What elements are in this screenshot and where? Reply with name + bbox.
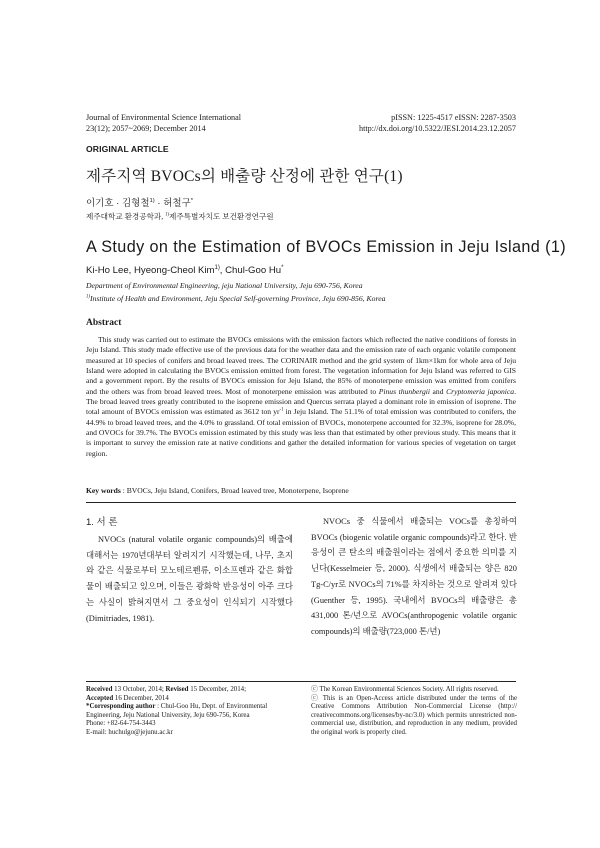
english-authors-part-1: Ki-Ho Lee, Hyeong-Cheol Kim [86,265,215,276]
footer-left [86,686,294,738]
korean-affiliation [86,211,274,222]
korean-author-sup-1: 1) [149,197,155,204]
license-text: ⓒ This is an Open-Access article distributed under the terms of the Creative Commons Attribution Non-Commercial License (http:// creativecommons.org/licenses/by-nc/3.0) which permits unrestricted non-commercial use, distribution, and reproduction in any medium, provided the original work is properly cited. [311,694,517,736]
english-authors-part-2: , Chul-Goo Hu [219,265,282,276]
korean-affiliation-sup: 1) [165,212,169,218]
accepted-date: 16 December, 2014 [113,694,169,702]
received-line [86,686,294,695]
footer-divider [86,681,516,682]
doi-link[interactable]: http://dx.doi.org/10.5322/JESI.2014.23.12.2057 [358,124,516,133]
corr-label: Corresponding author [89,703,156,711]
revised-label: Revised [165,686,189,693]
received-label: Received [86,686,113,693]
korean-affiliation-1: 제주대학교 환경공학과, [86,212,166,221]
corr-text: : Chul-Goo Hu, Dept. of Environmental Engineering, Jeju National University, Jeju 690-756, Korea [86,703,268,719]
english-affiliation-2: Institute of Health and Environment, Jeju Special Self-governing Province, Jeju 690-856, Korea [89,294,386,303]
footer-right [311,686,517,738]
abstract-species-1: Pinus thunbergii [378,386,430,396]
section-1-right-column: NVOCs 중 식물에서 배출되는 VOCs를 총칭하여 BVOCs (biogenic volatile organic compounds)라고 한다. 반응성이 큰 탄소의 배출원이라는 점에서 중요한 의미를 지닌다(Kesselmeier 등, 2000). 식생에서 배출되는 양은 820 Tg-C/yr로 NVOCs의 71%를 차지하는 것으로 알려져 있다(Guenther 등, 1995). 국내에서 BVOCs의 배출량은 총 431,000 톤/년으로 AVOCs(anthropogenic volatile organic compounds)의 배출량(723,000 톤/년) [311,517,517,636]
korean-author-names: 이기호 · 김형철 [86,198,150,209]
english-title: A Study on the Estimation of BVOCs Emission in Jeju Island (1) [86,238,567,256]
abstract-unit-sup: -1 [279,407,284,413]
korean-title: 제주지역 BVOCs의 배출량 산정에 관한 연구(1) [86,168,403,185]
abstract-heading: Abstract [86,318,122,328]
english-affiliation-1: Department of Environmental Engineering, jeju National University, Jeju 690-756, Korea [86,281,363,290]
keywords-divider [86,502,516,503]
copyright-line: ⓒ The Korean Environmental Sciences Society. All rights reserved. [311,686,499,693]
revised-date: 15 December, 2014; [188,686,247,693]
keywords-text: : BVOCs, Jeju Island, Conifers, Broad leaved tree, Monoterpene, Isoprene [120,486,349,495]
abstract-part-1: This study was carried out to estimate the BVOCs emissions with the emission factors which reflected the native conditions of forests in Jeju Island. This study made effective use of the previous data for the weather data and the emission rate of each organic volatile component measured at 10 species of conifers and broad leaved trees. The CORINAIR method and the grid system of 1km×1km for whole area of Jeju Island were adopted in calculating the BVOCs emission emitted from forest. The vegetation information for Jeju Island was referred to GIS and a government report. By the results of BVOCs emission for Jeju Island, the 85% of monoterpene emission was emitted from conifers and the others was from broad leaved trees. Most of monoterpene emission was attributed to [86,335,516,396]
korean-authors [86,195,193,209]
english-author-sup-star: * [281,264,284,271]
abstract-part-2: . The broad leaved trees greatly contributed to the isoprene emission and Quercus serrata played a dominant role in emission of isoprene. The total amount of BVOCs emission was estimated as 3612 ton yr [86,386,516,417]
issn: pISSN: 1225-4517 eISSN: 2287-3503 [391,113,516,122]
english-affiliation-2-line [86,294,385,303]
journal-name: Journal of Environmental Science International [86,113,242,122]
email-link[interactable]: E-mail: huchulgo@jejunu.ac.kr [86,728,173,736]
section-1-heading: 1. 서 론 [86,517,118,528]
english-authors [86,265,283,276]
korean-author-sup-star: * [190,197,194,204]
issue-info: 23(12); 2057~2069; December 2014 [86,124,206,133]
keywords [86,486,349,495]
keywords-label: Key words [86,486,121,495]
accepted-label: Accepted [86,694,114,702]
abstract-body [86,335,516,459]
korean-affiliation-2: 제주특별자치도 보건환경연구원 [168,212,274,221]
abstract-part-3: in Jeju Island. The 51.1% of total emission was contributed to conifers, the 44.9% to broad leaved trees, and the 4.0% to grassland. Of total emission of BVOCs, monoterpene accounted for 32.3%, isoprene for 28.0%, and OVOCs for 39.7%. The BVOCs emission estimated by this study was less than that estimated by other previous study. This means that it is important to survey the emission rate at native conditions and gather the detailed information for various species of vegetation on target region. [86,407,516,458]
journal-header-right [300,112,516,134]
article-type: ORIGINAL ARTICLE [86,144,169,154]
corr-star: * [86,703,90,711]
abstract-and: and [429,386,447,396]
phone: Phone: +82-64-754-3443 [86,720,156,728]
accepted-line [86,695,294,704]
abstract-species-2: Cryptomeria japonica [446,386,515,396]
korean-author-rest: · 허철구 [154,198,191,209]
section-1-left-column: NVOCs (natural volatile organic compounds)의 배출에 대해서는 1970년대부터 알려지기 시작했는데, 나무, 초지와 같은 식물로부터 모노테르펜류, 이소프렌과 같은 화합물이 배출되고 있으며, 이들은 광화학 반응성이 아주 크다는 사실이 밝혀지면서 그 중요성이 인식되기 시작했다(Dimitriades, 1981). [86,535,293,623]
english-author-sup-1: 1) [214,264,220,271]
received-date: 13 October, 2014; [112,686,166,693]
english-affiliation-sup: 1) [86,294,90,300]
corresponding-author [86,703,294,720]
